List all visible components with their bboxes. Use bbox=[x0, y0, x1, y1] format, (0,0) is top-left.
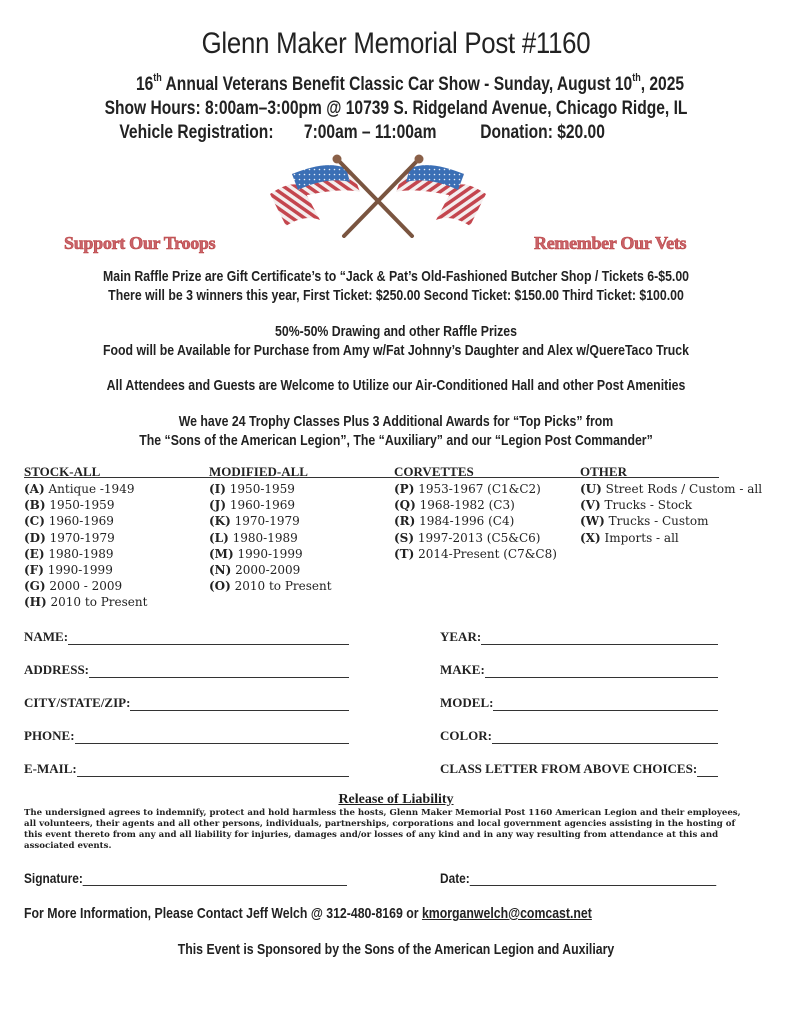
class-item: (V) Trucks - Stock bbox=[580, 498, 693, 513]
registration-line bbox=[119, 122, 660, 146]
hall-line: All Attendees and Guests are Welcome to Utilize our Air-Conditioned Hall and other Post Amenities bbox=[106, 377, 686, 394]
address-label: ADDRESS: bbox=[24, 662, 90, 677]
date-input-line[interactable] bbox=[470, 873, 716, 886]
color-field[interactable] bbox=[440, 728, 718, 744]
signature-field[interactable] bbox=[24, 870, 347, 886]
class-item: (K) 1970-1979 bbox=[209, 514, 300, 529]
class-item: (S) 1997-2013 (C5&C6) bbox=[394, 530, 541, 545]
name-input-line[interactable] bbox=[68, 632, 349, 645]
contact-email-link[interactable]: kmorganwelch@comcast.net bbox=[421, 905, 592, 922]
class-item: (L) 1980-1989 bbox=[209, 530, 298, 545]
class-item: (P) 1953-1967 (C1&C2) bbox=[394, 482, 541, 496]
class-heading-corvettes: CORVETTES bbox=[394, 464, 474, 479]
class-item: (G) 2000 - 2009 bbox=[24, 579, 123, 594]
page-title: Glenn Maker Memorial Post #1160 bbox=[201, 27, 591, 60]
registration-time: 7:00am – 11:00am bbox=[303, 122, 437, 143]
drawing-line: 50%-50% Drawing and other Raffle Prizes bbox=[275, 323, 517, 340]
ordinal-suffix: th bbox=[632, 72, 641, 84]
class-list-corvettes bbox=[394, 481, 557, 562]
right-flag bbox=[396, 165, 486, 226]
class-letter-field[interactable] bbox=[440, 761, 718, 777]
date-label: Date: bbox=[440, 870, 470, 886]
class-heading-rule bbox=[24, 477, 719, 478]
phone-label: PHONE: bbox=[24, 728, 75, 743]
class-letter-label: CLASS LETTER FROM ABOVE CHOICES: bbox=[440, 761, 698, 776]
raffle-prize-line: Main Raffle Prize are Gift Certificate’s to “Jack & Pat’s Old-Fashioned Butcher Shop / Tickets 6-$5.00 bbox=[102, 268, 690, 285]
event-name-date: Annual Veterans Benefit Classic Car Show - Sunday, August 10 bbox=[161, 74, 633, 95]
address-field[interactable] bbox=[24, 662, 349, 678]
year-input-line[interactable] bbox=[481, 632, 718, 645]
class-item: (N) 2000-2009 bbox=[209, 563, 301, 578]
event-title-line bbox=[107, 74, 714, 96]
phone-input-line[interactable] bbox=[75, 731, 349, 744]
class-item: (J) 1960-1969 bbox=[209, 498, 295, 513]
event-edition: 16 bbox=[135, 74, 154, 95]
class-heading-stock: STOCK-ALL bbox=[24, 464, 101, 479]
city-state-zip-label: CITY/STATE/ZIP: bbox=[24, 695, 131, 710]
release-title: Release of Liability bbox=[338, 792, 454, 807]
class-item: (Q) 1968-1982 (C3) bbox=[394, 498, 515, 513]
slogan-remember-vets: Remember Our Vets bbox=[534, 233, 687, 253]
trophy-line-1: We have 24 Trophy Classes Plus 3 Additional Awards for “Top Picks” from bbox=[178, 413, 614, 430]
flag-pole bbox=[338, 160, 412, 236]
food-line: Food will be Available for Purchase from Amy w/Fat Johnny’s Daughter and Alex w/QuereTaco Truck bbox=[103, 342, 689, 359]
class-list-stock bbox=[24, 481, 147, 611]
email-field[interactable] bbox=[24, 761, 349, 777]
city-state-zip-field[interactable] bbox=[24, 695, 349, 711]
class-item: (W) Trucks - Custom bbox=[580, 514, 709, 529]
address-input-line[interactable] bbox=[89, 665, 349, 678]
trophy-line-2: The “Sons of the American Legion”, The “Auxiliary” and our “Legion Post Commander” bbox=[139, 432, 653, 449]
sponsor-line: This Event is Sponsored by the Sons of the American Legion and Auxiliary bbox=[177, 941, 615, 958]
class-heading-other: OTHER bbox=[580, 464, 627, 479]
contact-text: For More Information, Please Contact Jeff Welch @ 312-480-8169 or bbox=[24, 905, 422, 922]
flag-pole bbox=[344, 160, 418, 236]
contact-line bbox=[24, 905, 631, 922]
class-item: (R) 1984-1996 (C4) bbox=[394, 514, 515, 529]
class-item: (O) 2010 to Present bbox=[209, 579, 332, 594]
class-item: (A) Antique -1949 bbox=[24, 482, 135, 496]
city-state-zip-input-line[interactable] bbox=[130, 698, 349, 711]
color-label: COLOR: bbox=[440, 728, 492, 743]
color-input-line[interactable] bbox=[492, 731, 718, 744]
class-item: (X) Imports - all bbox=[580, 530, 679, 545]
class-list-modified bbox=[209, 481, 332, 594]
donation-amount: Donation: $20.00 bbox=[480, 122, 605, 143]
crossed-us-flags-icon bbox=[262, 152, 494, 238]
class-item: (F) 1990-1999 bbox=[24, 563, 113, 578]
signature-input-line[interactable] bbox=[83, 873, 347, 886]
signature-label: Signature: bbox=[24, 870, 83, 886]
make-input-line[interactable] bbox=[485, 665, 718, 678]
event-year: , 2025 bbox=[640, 74, 685, 95]
class-item: (H) 2010 to Present bbox=[24, 595, 148, 610]
year-field[interactable] bbox=[440, 629, 718, 645]
email-input-line[interactable] bbox=[77, 764, 349, 777]
make-label: MAKE: bbox=[440, 662, 485, 677]
class-item: (T) 2014-Present (C7&C8) bbox=[394, 546, 557, 561]
name-field[interactable] bbox=[24, 629, 349, 645]
class-item: (C) 1960-1969 bbox=[24, 514, 114, 529]
class-letter-input-line[interactable] bbox=[697, 764, 718, 777]
class-item: (B) 1950-1959 bbox=[24, 498, 115, 513]
model-field[interactable] bbox=[440, 695, 718, 711]
slogan-support-troops: Support Our Troops bbox=[64, 233, 216, 253]
name-label: NAME: bbox=[24, 629, 69, 644]
model-label: MODEL: bbox=[440, 695, 494, 710]
show-hours-line: Show Hours: 8:00am–3:00pm @ 10739 S. Ridgeland Avenue, Chicago Ridge, IL bbox=[104, 98, 688, 119]
class-heading-modified-label: MODIFIED-ALL bbox=[209, 464, 308, 479]
date-field[interactable] bbox=[440, 870, 716, 886]
make-field[interactable] bbox=[440, 662, 718, 678]
class-item: (D) 1970-1979 bbox=[24, 530, 115, 545]
left-flag bbox=[270, 165, 360, 226]
class-item: (M) 1990-1999 bbox=[209, 546, 303, 561]
email-label: E-MAIL: bbox=[24, 761, 77, 776]
release-body: The undersigned agrees to indemnify, protect and hold harmless the hosts, Glenn Maker Memorial Post 1160 American Legion and their employees, all volunteers, their agents and all other persons, individuals, partnerships, corporations and local government agencies assisting in the hosting of this event thereto from any and all liability for injuries, damages and/or losses of any kind and in any way resulting from attendance at this and associated events. bbox=[24, 808, 741, 851]
ordinal-suffix: th bbox=[153, 72, 162, 84]
class-item: (I) 1950-1959 bbox=[209, 482, 295, 496]
phone-field[interactable] bbox=[24, 728, 349, 744]
class-item: (U) Street Rods / Custom - all bbox=[580, 482, 763, 496]
class-list-other bbox=[580, 481, 762, 546]
registration-label: Vehicle Registration: bbox=[119, 122, 274, 143]
model-input-line[interactable] bbox=[493, 698, 718, 711]
raffle-winners-line: There will be 3 winners this year, First Ticket: $250.00 Second Ticket: $150.00 Third Ticket: $100.00 bbox=[108, 287, 684, 304]
class-item: (E) 1980-1989 bbox=[24, 546, 114, 561]
year-label: YEAR: bbox=[440, 629, 482, 644]
